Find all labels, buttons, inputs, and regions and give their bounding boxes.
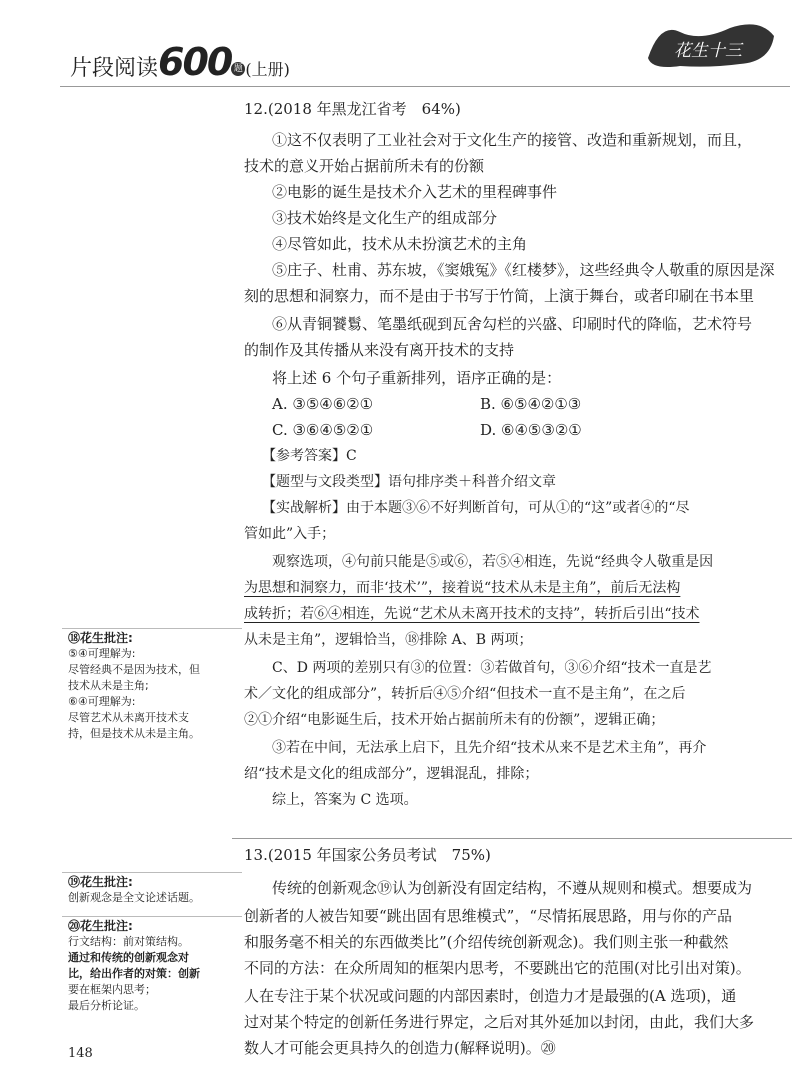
q12-s4: ④尽管如此，技术从未扮演艺术的主角: [272, 235, 528, 253]
note18-line: 持，但是技术从未是主角。: [68, 727, 200, 740]
title-number: 600: [158, 40, 232, 84]
page-number: 148: [68, 1046, 93, 1061]
q12-analysis-2a: 观察选项，④句前只能是⑤或⑥，若⑤④相连，先说“经典令人敬重是因: [272, 554, 714, 570]
title-q-badge: 题: [231, 62, 245, 76]
q12-heading: 12.(2018 年黑龙江省考 64%): [244, 100, 461, 118]
note20-line: 最后分析论证。: [68, 999, 145, 1012]
note-divider: [62, 916, 242, 917]
note20-title: ⑳花生批注:: [68, 919, 133, 933]
section-divider: [232, 838, 792, 839]
q12-s3: ③技术始终是文化生产的组成部分: [272, 209, 498, 227]
note18-title: ⑱花生批注:: [68, 631, 133, 645]
q12-s5b: 刻的思想和洞察力，而不是由于书写于竹简，上演于舞台，或者印刷在书本里: [244, 287, 755, 305]
q13-heading: 13.(2015 年国家公务员考试 75%): [244, 846, 491, 864]
q12-s6a: ⑥从青铜饕鬄、笔墨纸砚到瓦舍勾栏的兴盛、印刷时代的降临，艺术符号: [272, 315, 753, 333]
note18-line: 技术从未是主角;: [68, 679, 149, 692]
q12-s5a: ⑤庄子、杜甫、苏东坡，《窦娥冤》《红楼梦》，这些经典令人敬重的原因是深: [272, 261, 775, 279]
q12-analysis-3a: C、D 两项的差别只有③的位置：③若做首句，③⑥介绍“技术一直是艺: [272, 660, 712, 676]
side-note-18: [68, 630, 200, 742]
q12-analysis-5: 综上，答案为 C 选项。: [272, 792, 418, 808]
q13-line-1: 传统的创新观念⑲认为创新没有固定结构，不遵从规则和模式。想要成为: [272, 879, 753, 897]
q13-line-2: 创新者的人被告知要“跳出固有思维模式”，“尽情拓展思路，用与你的产品: [244, 907, 733, 925]
q12-s1b: 技术的意义开始占据前所未有的份额: [244, 157, 485, 175]
note18-line: 尽管艺术从未离开技术支: [68, 711, 189, 724]
note18-line: ⑤④可理解为:: [68, 647, 136, 660]
brand-logo: [640, 18, 780, 74]
q13-line-6: 过对某个特定的创新任务进行界定，之后对其外延加以封闭，由此，我们大多: [244, 1013, 755, 1031]
q12-analysis-2b: 为思想和洞察力，而非‘技术’”，接着说“技术从未是主角”，前后无法构: [244, 580, 681, 596]
note20-line: 通过和传统的创新观念对: [68, 951, 189, 964]
note19-line: 创新观念是全文论述话题。: [68, 891, 200, 904]
q12-option-b: B. ⑥⑤④②①③: [480, 395, 582, 413]
q12-option-a: A. ③⑤④⑥②①: [272, 395, 374, 413]
note-divider: [62, 628, 242, 629]
q12-option-c: C. ③⑥④⑤②①: [272, 421, 374, 439]
note20-line: 行文结构：前对策结构。: [68, 935, 189, 948]
header-title: [70, 40, 290, 84]
q12-analysis-3b: 术／文化的组成部分”，转折后④⑤介绍“但技术一直不是主角”，在之后: [244, 686, 686, 702]
q13-line-3: 和服务毫不相关的东西做类比”(介绍传统创新观念)。我们则主张一种截然: [244, 933, 729, 951]
header-rule: [60, 86, 790, 87]
side-note-19: [68, 874, 200, 906]
note19-title: ⑲花生批注:: [68, 875, 133, 889]
q13-line-7: 数人才可能会更具持久的创造力(解释说明)。⑳: [244, 1039, 556, 1057]
q12-question-type: 【题型与文段类型】语句排序类＋科普介绍文章: [262, 474, 556, 490]
q12-analysis-2c: 成转折；若⑥④相连，先说“艺术从未离开技术的支持”，转折后引出“技术: [244, 606, 700, 622]
q12-s6b: 的制作及其传播从来没有离开技术的支持: [244, 341, 515, 359]
note20-line: 要在框架内思考；: [68, 983, 156, 996]
title-volume: (上册): [245, 60, 290, 79]
q12-analysis-4a: ③若在中间，无法承上启下，且先介绍“技术从来不是艺术主角”，再介: [272, 740, 707, 756]
note18-line: 尽管经典不是因为技术，但: [68, 663, 200, 676]
q12-analysis-2d: 从未是主角”，逻辑恰当，⑱排除 A、B 两项；: [244, 632, 533, 648]
q12-analysis-1a: 【实战解析】由于本题③⑥不好判断首句，可从①的“这”或者④的“尽: [262, 500, 690, 516]
side-note-20: [68, 918, 200, 1014]
q12-prompt: 将上述 6 个句子重新排列，语序正确的是：: [272, 369, 562, 387]
note18-line: ⑥④可理解为:: [68, 695, 136, 708]
q12-s2: ②电影的诞生是技术介入艺术的里程碑事件: [272, 183, 558, 201]
q12-option-d: D. ⑥④⑤③②①: [480, 421, 582, 439]
q13-line-5: 人在专注于某个状况或问题的内部因素时，创造力才是最强的(A 选项)，通: [244, 987, 737, 1005]
q13-line-4: 不同的方法：在众所周知的框架内思考，不要跳出它的范围(对比引出对策)。: [244, 959, 751, 977]
logo-text: 花生十三: [674, 41, 742, 61]
q12-reference-answer: 【参考答案】C: [262, 448, 357, 464]
title-prefix: 片段阅读: [70, 56, 159, 81]
q12-analysis-3c: ②①介绍“电影诞生后，技术开始占据前所未有的份额”，逻辑正确；: [244, 712, 665, 728]
q12-analysis-4b: 绍“技术是文化的组成部分”，逻辑混乱，排除；: [244, 766, 539, 782]
q12-s1a: ①这不仅表明了工业社会对于文化生产的接管、改造和重新规划，而且，: [272, 131, 753, 149]
note20-line: 比，给出作者的对策：创新: [68, 967, 200, 980]
note-divider: [62, 872, 242, 873]
q12-analysis-1b: 管如此”入手；: [244, 526, 336, 542]
